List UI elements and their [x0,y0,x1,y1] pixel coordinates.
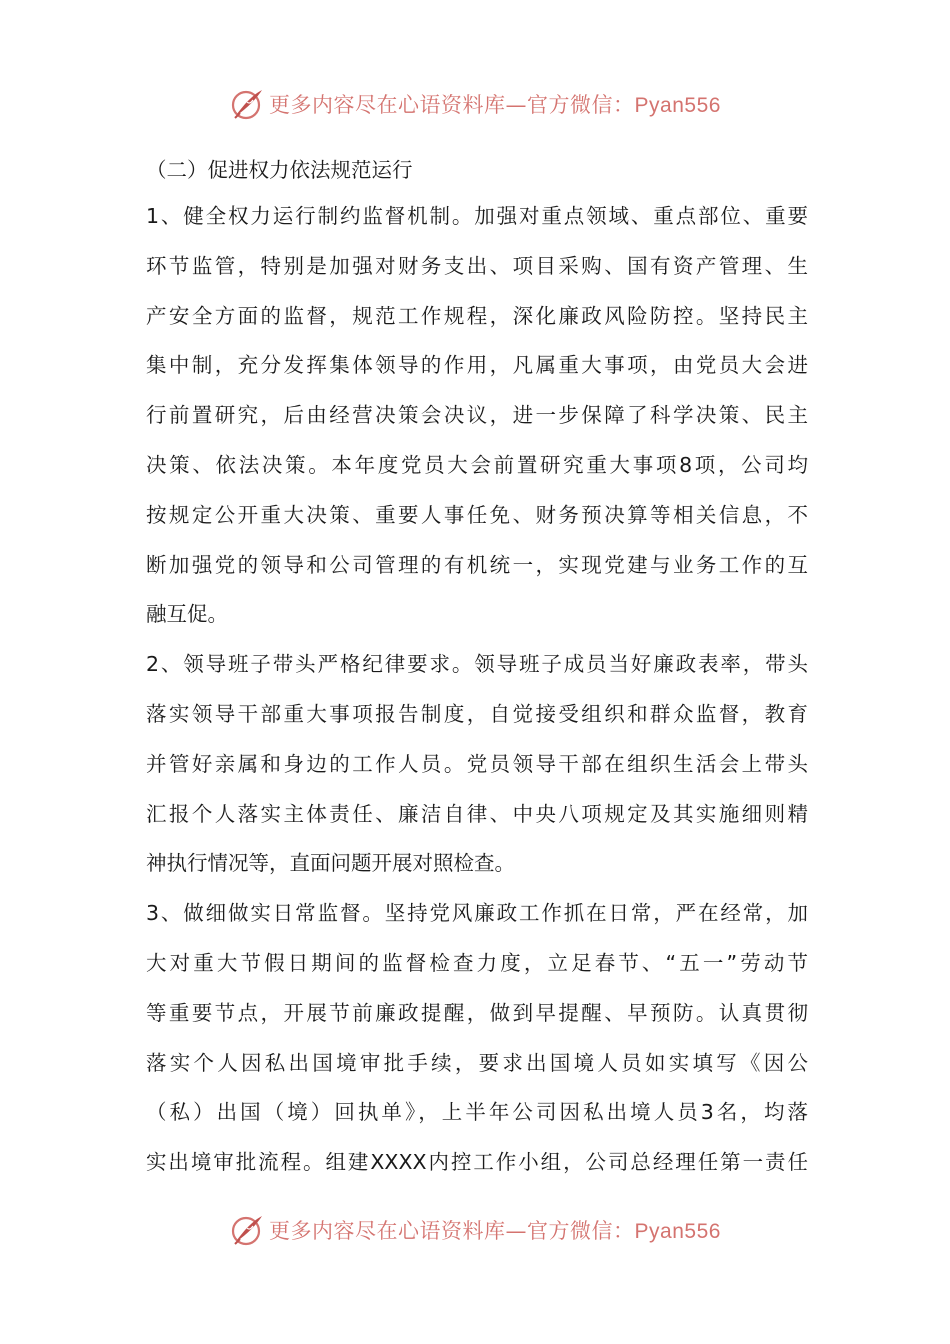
body-line: 并管好亲属和身边的工作人员。党员领导干部在组织生活会上带头 [146,751,808,776]
body-line: （私）出国（境）回执单》，上半年公司因私出境人员3名，均落 [146,1100,808,1125]
document-body [146,148,808,1188]
body-line: 融互促。 [146,602,228,627]
body-line: 大对重大节假日期间的监督检查力度，立足春节、“五一”劳动节 [146,950,808,975]
body-line: 集中制，充分发挥集体领导的作用，凡属重大事项，由党员大会进 [146,353,808,378]
body-line: 产安全方面的监督，规范工作规程，深化廉政风险防控。坚持民主 [146,303,808,328]
body-line: 落实个人因私出国境审批手续，要求出国境人员如实填写《因公 [146,1050,808,1075]
body-line: 行前置研究，后由经营决策会决议，进一步保障了科学决策、民主 [146,403,808,428]
body-line: 断加强党的领导和公司管理的有机统一，实现党建与业务工作的互 [146,552,808,577]
watermark-text: 更多内容尽在心语资料库—官方微信：Pyan556 [269,1219,721,1243]
footer-watermark-banner [0,1208,950,1252]
body-line: 3、做细做实日常监督。坚持党风廉政工作抓在日常，严在经常，加 [146,901,808,926]
quill-pen-logo-icon [229,1212,265,1248]
body-line: 等重要节点，开展节前廉政提醒，做到早提醒、早预防。认真贯彻 [146,1000,808,1025]
watermark-text: 更多内容尽在心语资料库—官方微信：Pyan556 [269,93,721,117]
header-watermark-banner [0,82,950,126]
body-line: 神执行情况等，直面问题开展对照检查。 [146,851,515,876]
body-line: 2、领导班子带头严格纪律要求。领导班子成员当好廉政表率，带头 [146,652,808,677]
body-line: 实出境审批流程。组建XXXX内控工作小组，公司总经理任第一责任 [146,1150,808,1175]
body-line: 按规定公开重大决策、重要人事任免、财务预决算等相关信息，不 [146,502,808,527]
body-line: 落实领导干部重大事项报告制度，自觉接受组织和群众监督，教育 [146,701,808,726]
body-line: 环节监管，特别是加强对财务支出、项目采购、国有资产管理、生 [146,253,808,278]
section-heading: （二）促进权力依法规范运行 [146,158,413,182]
body-line: 1、健全权力运行制约监督机制。加强对重点领域、重点部位、重要 [146,204,808,228]
body-line: 汇报个人落实主体责任、廉洁自律、中央八项规定及其实施细则精 [146,801,808,826]
quill-pen-logo-icon [229,86,265,122]
body-line: 决策、依法决策。本年度党员大会前置研究重大事项8项，公司均 [146,452,808,477]
